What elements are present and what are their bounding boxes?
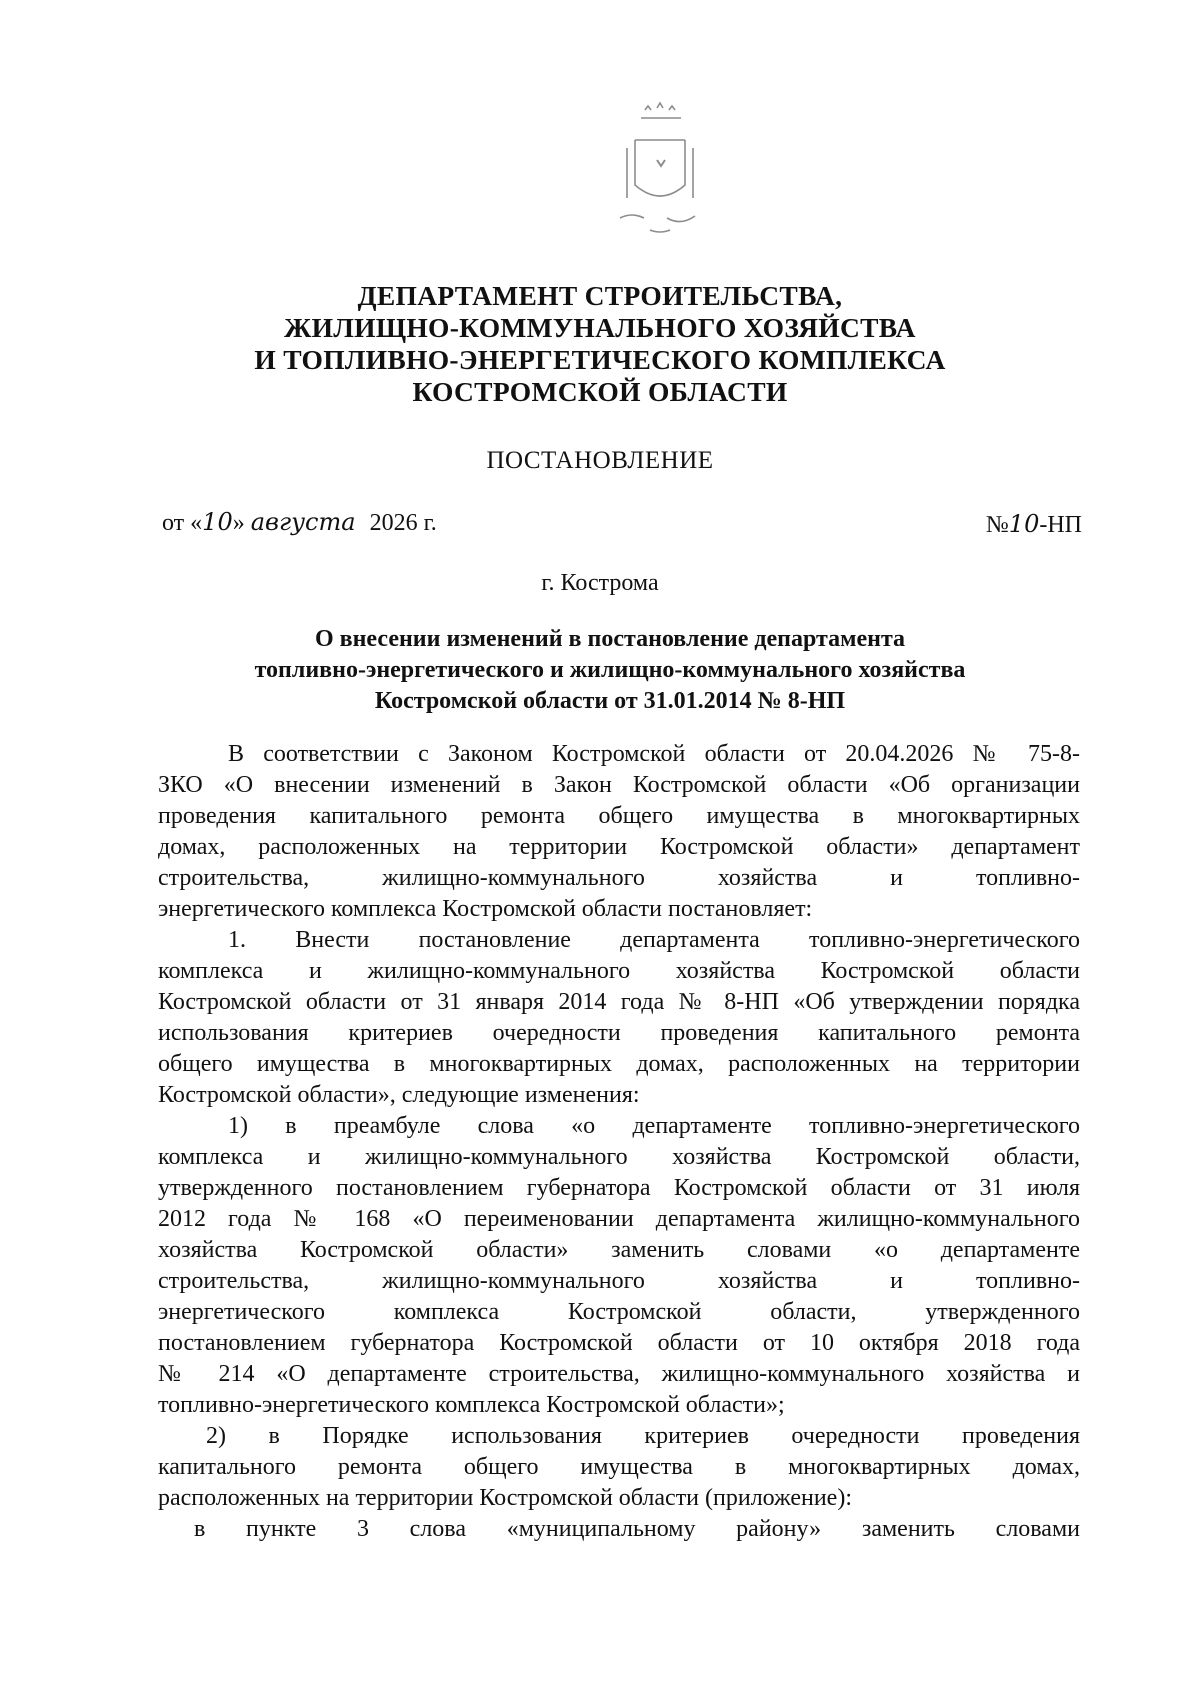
department-title-line: И ТОПЛИВНО-ЭНЕРГЕТИЧЕСКОГО КОМПЛЕКСА — [254, 344, 946, 375]
body-line: 1. Внести постановление департамента топливно-энергетического — [228, 927, 1080, 953]
subject-line: О внесении изменений в постановление департамента — [314, 626, 906, 652]
number-prefix: № — [985, 512, 1009, 538]
number-suffix: -НП — [1039, 512, 1082, 538]
subject-line: топливно-энергетического и жилищно-коммунального хозяйства — [254, 657, 966, 683]
body-line: строительства, жилищно-коммунального хозяйства и топливно- — [158, 1268, 1080, 1294]
body-line: в пункте 3 слова «муниципальному району» заменить словами — [194, 1516, 1080, 1542]
body-line: постановлением губернатора Костромской области от 10 октября 2018 года — [158, 1330, 1080, 1356]
body-line: расположенных на территории Костромской области (приложение): — [158, 1485, 852, 1511]
number-value: 10 — [1008, 510, 1040, 538]
body-line: комплекса и жилищно-коммунального хозяйства Костромской области — [158, 958, 1080, 984]
subject-line: Костромской области от 31.01.2014 № 8-НП — [374, 688, 846, 714]
date-quote-close: » — [232, 510, 245, 536]
body-line: строительства, жилищно-коммунального хозяйства и топливно- — [158, 865, 1080, 891]
body-line: Костромской области», следующие изменения: — [158, 1082, 640, 1108]
body-line: топливно-энергетического комплекса Костромской области»; — [158, 1392, 785, 1418]
coat-of-arms-emblem — [605, 100, 715, 250]
body-line: 2012 года № 168 «О переименовании департамента жилищно-коммунального — [158, 1206, 1080, 1232]
body-line: В соответствии с Законом Костромской области от 20.04.2026 № 75-8- — [228, 741, 1080, 767]
body-line: капитального ремонта общего имущества в многоквартирных домах, — [158, 1454, 1080, 1480]
body-line: 2) в Порядке использования критериев очередности проведения — [206, 1423, 1080, 1449]
body-line: общего имущества в многоквартирных домах, расположенных на территории — [158, 1051, 1080, 1077]
document-number — [986, 510, 1082, 539]
body-line: энергетического комплекса Костромской области, утвержденного — [158, 1299, 1080, 1325]
department-title-line: ЖИЛИЩНО-КОММУНАЛЬНОГО ХОЗЯЙСТВА — [284, 312, 916, 343]
document-body — [158, 739, 1080, 1545]
body-line: Костромской области от 31 января 2014 года № 8-НП «Об утверждении порядка — [158, 989, 1080, 1015]
document-date — [162, 508, 437, 537]
body-line: использования критериев очередности проведения капитального ремонта — [158, 1020, 1080, 1046]
city: г. Кострома — [541, 570, 659, 596]
department-title-line: КОСТРОМСКОЙ ОБЛАСТИ — [412, 376, 788, 407]
body-line: энергетического комплекса Костромской области постановляет: — [158, 896, 813, 922]
date-prefix: от « — [162, 510, 203, 536]
department-title-line: ДЕПАРТАМЕНТ СТРОИТЕЛЬСТВА, — [357, 280, 843, 311]
document-subject — [150, 624, 1070, 717]
body-line: домах, расположенных на территории Костромской области» департамент — [158, 834, 1080, 860]
body-line: комплекса и жилищно-коммунального хозяйства Костромской области, — [158, 1144, 1080, 1170]
date-year: 2026 г. — [369, 510, 437, 536]
department-title — [150, 280, 1050, 408]
body-line: № 214 «О департаменте строительства, жилищно-коммунального хозяйства и — [158, 1361, 1080, 1387]
body-line: утвержденного постановлением губернатора Костромской области от 31 июля — [158, 1175, 1080, 1201]
body-line: хозяйства Костромской области» заменить словами «о департаменте — [158, 1237, 1080, 1263]
document-type: ПОСТАНОВЛЕНИЕ — [486, 447, 714, 474]
body-line: 1) в преамбуле слова «о департаменте топливно-энергетического — [228, 1113, 1080, 1139]
body-line: проведения капитального ремонта общего имущества в многоквартирных — [158, 803, 1080, 829]
date-day: 10 — [202, 508, 233, 536]
body-line: ЗКО «О внесении изменений в Закон Костромской области «Об организации — [158, 772, 1080, 798]
date-month: августа — [250, 508, 356, 536]
